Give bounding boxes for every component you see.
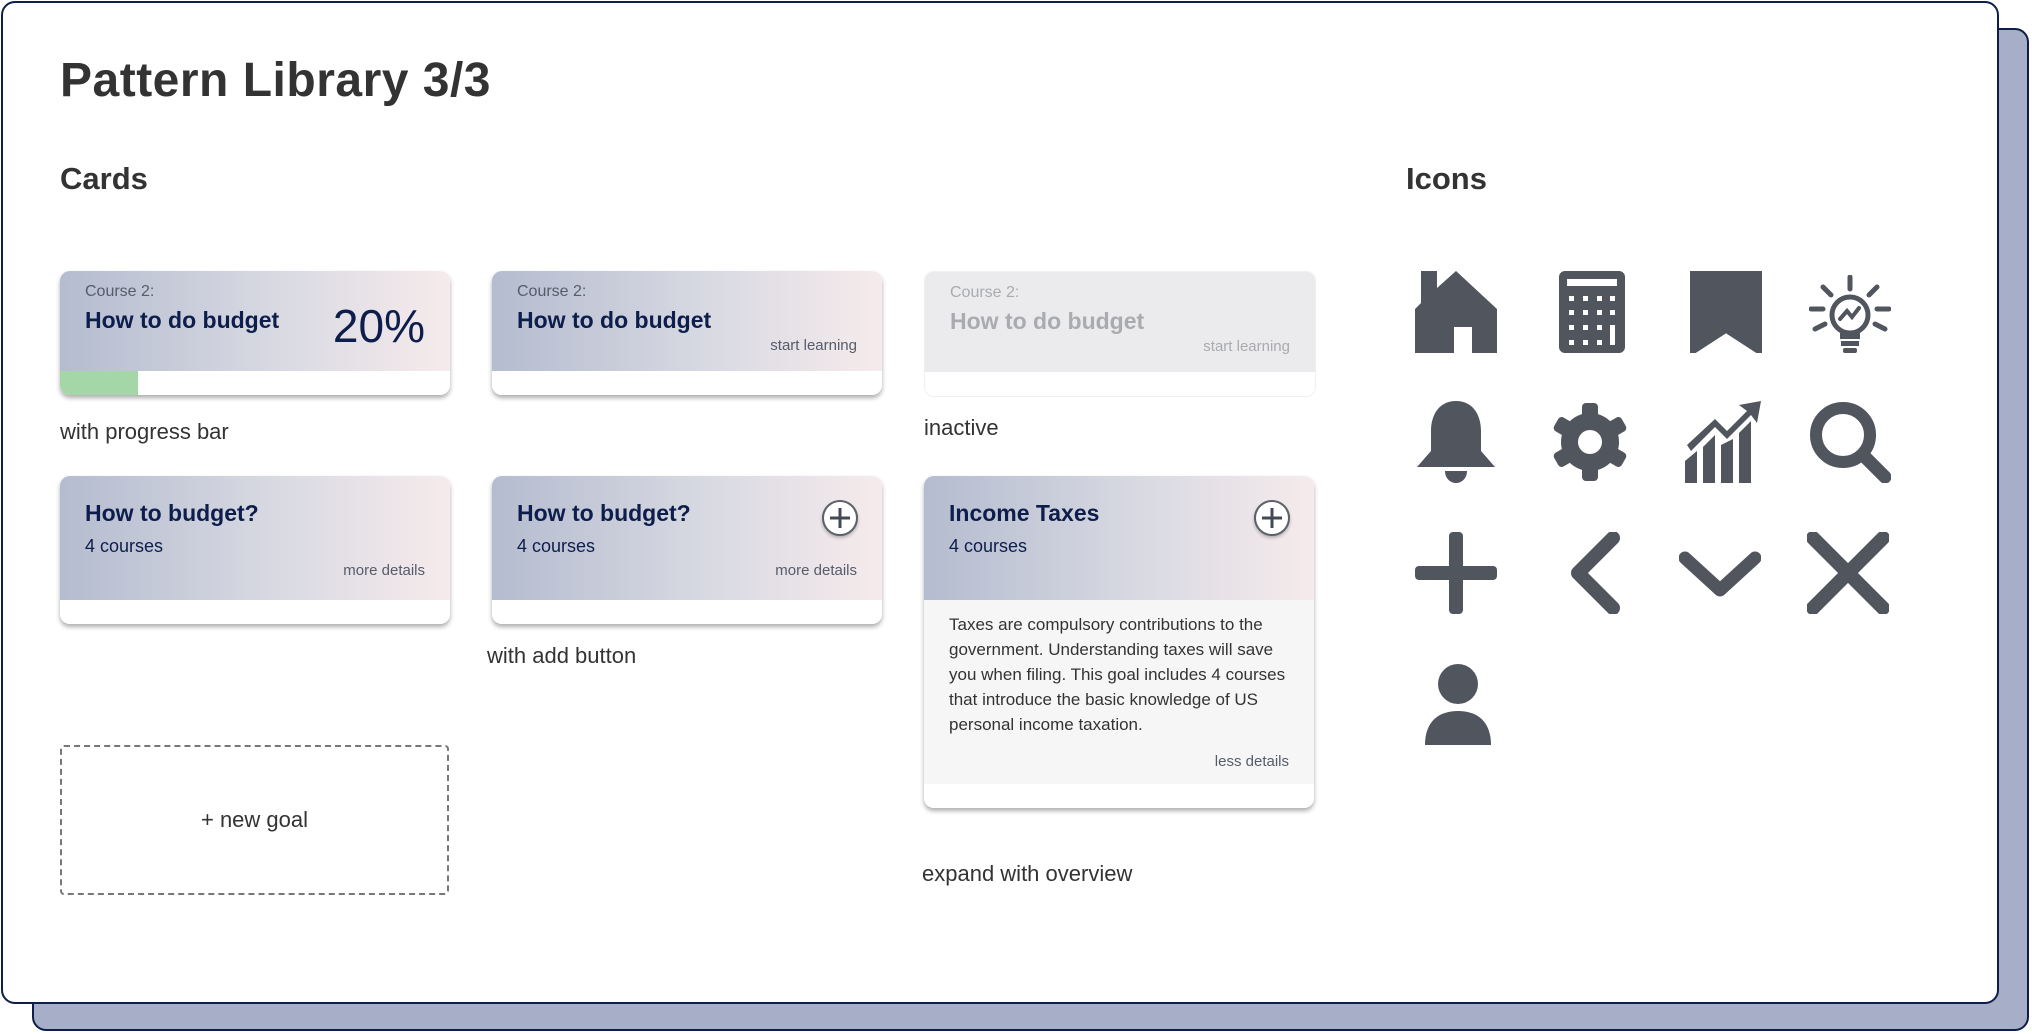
card-course-title: How to do budget (950, 308, 1145, 334)
more-details-link[interactable]: more details (775, 562, 857, 579)
card-course-number: Course 2: (517, 283, 587, 300)
progress-bar-fill (60, 371, 138, 395)
card-course-title: How to do budget (517, 307, 712, 333)
course-card-inactive (924, 271, 1316, 397)
caption-expand: expand with overview (922, 861, 1133, 886)
lightbulb-icon (1809, 275, 1891, 357)
card-header (492, 271, 882, 371)
section-title-icons: Icons (1406, 161, 1487, 196)
less-details-link[interactable]: less details (1214, 753, 1289, 770)
course-card-progress[interactable] (60, 271, 450, 395)
close-icon (1807, 532, 1889, 614)
page-title: Pattern Library 3/3 (60, 54, 491, 107)
plus-icon (1415, 532, 1497, 614)
card-header (924, 476, 1314, 600)
chevron-left-icon (1553, 532, 1635, 614)
goal-title: How to budget? (85, 500, 259, 526)
add-goal-button[interactable] (1254, 500, 1290, 536)
card-footer (924, 784, 1314, 808)
card-header (925, 272, 1315, 372)
card-course-title: How to do budget (85, 307, 280, 333)
card-course-number: Course 2: (950, 284, 1020, 301)
goal-overview-text: Taxes are compulsory contributions to the government. Understanding taxes will save you when filing. This goal includes 4 courses that introduce the basic knowledge of US personal income taxation. (949, 615, 1286, 734)
caption-progress: with progress bar (60, 419, 229, 444)
goal-title: How to budget? (517, 500, 691, 526)
caption-add: with add button (487, 643, 637, 668)
gear-icon (1549, 401, 1631, 483)
calculator-icon (1553, 271, 1635, 353)
caption-inactive: inactive (924, 415, 999, 440)
goal-card-with-add[interactable] (492, 476, 882, 624)
bell-icon (1415, 401, 1497, 483)
goal-overview (924, 600, 1314, 784)
goal-course-count: 4 courses (949, 536, 1028, 556)
artboard (1, 1, 1999, 1004)
chart-growth-icon (1681, 401, 1763, 483)
start-learning-link[interactable]: start learning (770, 337, 857, 354)
card-header (60, 476, 450, 600)
goal-course-count: 4 courses (85, 536, 164, 556)
card-course-number: Course 2: (85, 283, 155, 300)
card-progress-percent: 20% (332, 300, 425, 352)
home-icon (1415, 271, 1497, 353)
chevron-down-icon (1679, 532, 1761, 614)
course-card-start[interactable] (492, 271, 882, 395)
card-footer (925, 372, 1315, 396)
bookmark-icon (1685, 271, 1767, 353)
search-icon (1809, 401, 1891, 483)
goal-card[interactable] (60, 476, 450, 624)
goal-title: Income Taxes (949, 500, 1100, 526)
card-header (492, 476, 882, 600)
progress-bar (60, 371, 450, 395)
user-icon (1417, 663, 1499, 745)
goal-card-expanded[interactable] (924, 476, 1314, 808)
card-footer (60, 600, 450, 624)
card-footer (492, 371, 882, 395)
new-goal-button[interactable]: + new goal (60, 745, 449, 895)
card-header (60, 271, 450, 371)
section-title-cards: Cards (60, 161, 148, 196)
add-goal-button[interactable] (822, 500, 858, 536)
goal-course-count: 4 courses (517, 536, 596, 556)
card-footer (492, 600, 882, 624)
more-details-link[interactable]: more details (343, 562, 425, 579)
start-learning-link: start learning (1203, 338, 1290, 355)
